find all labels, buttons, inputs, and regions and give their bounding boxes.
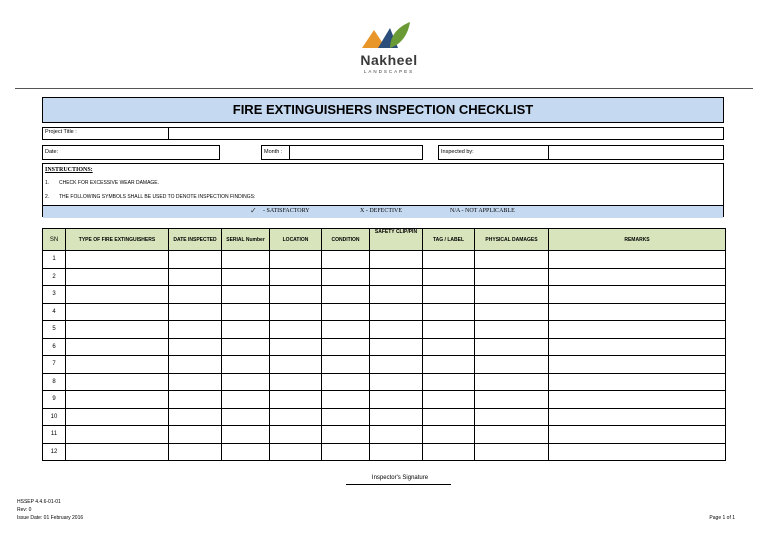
table-cell[interactable]	[322, 268, 370, 286]
project-title-field[interactable]	[168, 127, 724, 140]
row-serial-number: 3	[43, 286, 66, 304]
leaf-logo-icon	[340, 20, 440, 52]
table-cell[interactable]	[549, 286, 726, 304]
symbol-legend	[43, 205, 723, 218]
table-cell[interactable]	[322, 356, 370, 374]
table-row	[43, 338, 726, 356]
table-cell[interactable]	[222, 373, 270, 391]
table-row	[43, 303, 726, 321]
table-cell[interactable]	[270, 251, 322, 269]
table-cell[interactable]	[423, 408, 475, 426]
table-cell[interactable]	[475, 268, 549, 286]
month-field[interactable]	[289, 145, 423, 160]
table-cell[interactable]	[370, 408, 423, 426]
row-serial-number: 9	[43, 391, 66, 409]
table-cell[interactable]	[423, 373, 475, 391]
table-cell[interactable]	[169, 268, 222, 286]
row-serial-number: 5	[43, 321, 66, 339]
legend-defective: X - DEFECTIVE	[360, 208, 402, 214]
table-cell[interactable]	[66, 303, 169, 321]
table-cell[interactable]	[66, 268, 169, 286]
table-cell[interactable]	[322, 303, 370, 321]
column-header: TAG / LABEL	[423, 229, 475, 251]
table-cell[interactable]	[423, 321, 475, 339]
table-cell[interactable]	[66, 286, 169, 304]
table-cell[interactable]	[169, 356, 222, 374]
table-cell[interactable]	[322, 408, 370, 426]
column-header: CONDITION	[322, 229, 370, 251]
table-cell[interactable]	[222, 251, 270, 269]
table-cell[interactable]	[423, 356, 475, 374]
table-cell[interactable]	[169, 303, 222, 321]
row-serial-number: 2	[43, 268, 66, 286]
project-title-label: Project Title :	[45, 129, 77, 135]
table-cell[interactable]	[322, 321, 370, 339]
inspection-table	[42, 228, 726, 461]
table-cell[interactable]	[370, 443, 423, 461]
table-row	[43, 321, 726, 339]
table-cell[interactable]	[222, 391, 270, 409]
table-cell[interactable]	[423, 268, 475, 286]
table-cell[interactable]	[549, 426, 726, 444]
instruction-1-number: 1.	[45, 180, 50, 186]
row-serial-number: 11	[43, 426, 66, 444]
table-cell[interactable]	[169, 251, 222, 269]
table-cell[interactable]	[322, 426, 370, 444]
brand-subtitle: LANDSCAPES	[363, 69, 415, 74]
table-cell[interactable]	[370, 286, 423, 304]
table-cell[interactable]	[475, 251, 549, 269]
table-cell[interactable]	[423, 251, 475, 269]
table-cell[interactable]	[270, 391, 322, 409]
table-cell[interactable]	[270, 268, 322, 286]
revision: Rev: 0	[17, 507, 32, 513]
table-cell[interactable]	[475, 373, 549, 391]
instructions-box	[42, 163, 724, 217]
page-number: Page 1 of 1	[709, 515, 735, 521]
row-serial-number: 6	[43, 338, 66, 356]
legend-not-applicable: N/A - NOT APPLICABLE	[450, 208, 515, 214]
table-cell[interactable]	[270, 303, 322, 321]
table-cell[interactable]	[423, 426, 475, 444]
table-cell[interactable]	[270, 443, 322, 461]
table-cell[interactable]	[370, 321, 423, 339]
table-cell[interactable]	[475, 356, 549, 374]
table-cell[interactable]	[222, 338, 270, 356]
row-serial-number: 12	[43, 443, 66, 461]
table-cell[interactable]	[270, 373, 322, 391]
table-cell[interactable]	[322, 373, 370, 391]
table-cell[interactable]	[66, 321, 169, 339]
table-cell[interactable]	[370, 251, 423, 269]
table-cell[interactable]	[423, 391, 475, 409]
project-title-label-cell	[42, 127, 169, 140]
table-cell[interactable]	[270, 321, 322, 339]
inspector-signature-label: Inspector's Signature	[371, 475, 429, 481]
table-cell[interactable]	[222, 426, 270, 444]
table-cell[interactable]	[370, 356, 423, 374]
month-label-cell	[261, 145, 290, 160]
row-serial-number: 7	[43, 356, 66, 374]
table-row	[43, 286, 726, 304]
table-row	[43, 443, 726, 461]
table-cell[interactable]	[322, 391, 370, 409]
table-cell[interactable]	[169, 408, 222, 426]
table-cell[interactable]	[169, 391, 222, 409]
column-header: SAFETY CLIP/PIN	[370, 229, 423, 251]
column-header: PHYSICAL DAMAGES	[475, 229, 549, 251]
legend-satisfactory: - SATISFACTORY	[263, 208, 310, 214]
table-cell[interactable]	[222, 268, 270, 286]
table-cell[interactable]	[370, 268, 423, 286]
column-header: LOCATION	[270, 229, 322, 251]
table-cell[interactable]	[66, 251, 169, 269]
month-label: Month :	[264, 149, 283, 155]
table-cell[interactable]	[270, 408, 322, 426]
document-code: HSSEP 4.4.6-01-01	[17, 499, 61, 505]
table-cell[interactable]	[222, 321, 270, 339]
table-cell[interactable]	[549, 408, 726, 426]
table-cell[interactable]	[169, 321, 222, 339]
table-cell[interactable]	[549, 443, 726, 461]
table-cell[interactable]	[549, 268, 726, 286]
table-cell[interactable]	[475, 391, 549, 409]
table-cell[interactable]	[423, 338, 475, 356]
table-cell[interactable]	[549, 391, 726, 409]
row-serial-number: 8	[43, 373, 66, 391]
instruction-1: CHECK FOR EXCESSIVE WEAR DAMAGE.	[59, 180, 160, 186]
brand-name: Nakheel	[360, 52, 418, 68]
table-cell[interactable]	[270, 426, 322, 444]
table-cell[interactable]	[66, 338, 169, 356]
table-cell[interactable]	[169, 443, 222, 461]
table-cell[interactable]	[549, 303, 726, 321]
table-cell[interactable]	[322, 443, 370, 461]
instruction-2: THE FOLLOWING SYMBOLS SHALL BE USED TO DENOTE INSPECTION FINDINGS:	[59, 194, 256, 200]
table-cell[interactable]	[549, 356, 726, 374]
table-row	[43, 426, 726, 444]
table-row	[43, 251, 726, 269]
table-cell[interactable]	[169, 338, 222, 356]
table-row	[43, 408, 726, 426]
table-cell[interactable]	[370, 303, 423, 321]
table-cell[interactable]	[423, 286, 475, 304]
table-cell[interactable]	[66, 391, 169, 409]
issue-date: Issue Date: 01 February 2016	[17, 515, 84, 521]
date-label: Date:	[45, 149, 59, 155]
table-row	[43, 356, 726, 374]
table-cell[interactable]	[66, 426, 169, 444]
table-cell[interactable]	[322, 251, 370, 269]
instruction-2-number: 2.	[45, 194, 50, 200]
table-cell[interactable]	[549, 251, 726, 269]
table-cell[interactable]	[549, 338, 726, 356]
table-cell[interactable]	[169, 426, 222, 444]
table-cell[interactable]	[322, 286, 370, 304]
table-cell[interactable]	[423, 443, 475, 461]
table-cell[interactable]	[270, 286, 322, 304]
table-cell[interactable]	[66, 408, 169, 426]
column-header: REMARKS	[549, 229, 726, 251]
table-cell[interactable]	[423, 303, 475, 321]
table-cell[interactable]	[66, 356, 169, 374]
table-cell[interactable]	[370, 391, 423, 409]
signature-line[interactable]	[346, 484, 451, 485]
table-header-row	[43, 229, 726, 251]
table-cell[interactable]	[475, 426, 549, 444]
table-cell[interactable]	[475, 338, 549, 356]
page-title: FIRE EXTINGUISHERS INSPECTION CHECKLIST	[42, 97, 724, 123]
inspected-by-label: Inspected by:	[441, 149, 474, 155]
table-cell[interactable]	[475, 321, 549, 339]
table-cell[interactable]	[370, 338, 423, 356]
table-cell[interactable]	[475, 303, 549, 321]
table-cell[interactable]	[66, 373, 169, 391]
table-cell[interactable]	[370, 373, 423, 391]
table-cell[interactable]	[549, 373, 726, 391]
table-cell[interactable]	[475, 408, 549, 426]
table-cell[interactable]	[222, 356, 270, 374]
checkmark-icon: ✓	[250, 206, 257, 215]
table-cell[interactable]	[222, 286, 270, 304]
header-rule	[15, 88, 753, 89]
table-cell[interactable]	[169, 373, 222, 391]
table-cell[interactable]	[475, 443, 549, 461]
row-serial-number: 4	[43, 303, 66, 321]
instructions-heading: INSTRUCTIONS:	[45, 167, 93, 173]
row-serial-number: 10	[43, 408, 66, 426]
table-cell[interactable]	[475, 286, 549, 304]
row-serial-number: 1	[43, 251, 66, 269]
table-cell[interactable]	[222, 408, 270, 426]
table-cell[interactable]	[270, 356, 322, 374]
table-cell[interactable]	[222, 443, 270, 461]
column-header: SN	[43, 229, 66, 251]
table-cell[interactable]	[66, 443, 169, 461]
table-cell[interactable]	[322, 338, 370, 356]
table-cell[interactable]	[549, 321, 726, 339]
column-header: SERIAL Number	[222, 229, 270, 251]
inspected-by-field[interactable]	[548, 145, 724, 160]
table-cell[interactable]	[270, 338, 322, 356]
table-row	[43, 391, 726, 409]
column-header: DATE INSPECTED	[169, 229, 222, 251]
inspected-by-label-cell	[438, 145, 549, 160]
table-cell[interactable]	[370, 426, 423, 444]
table-row	[43, 373, 726, 391]
table-cell[interactable]	[222, 303, 270, 321]
table-cell[interactable]	[169, 286, 222, 304]
table-row	[43, 268, 726, 286]
date-field[interactable]	[42, 145, 220, 160]
column-header: TYPE OF FIRE EXTINGUISHERS	[66, 229, 169, 251]
table-body	[43, 251, 726, 461]
